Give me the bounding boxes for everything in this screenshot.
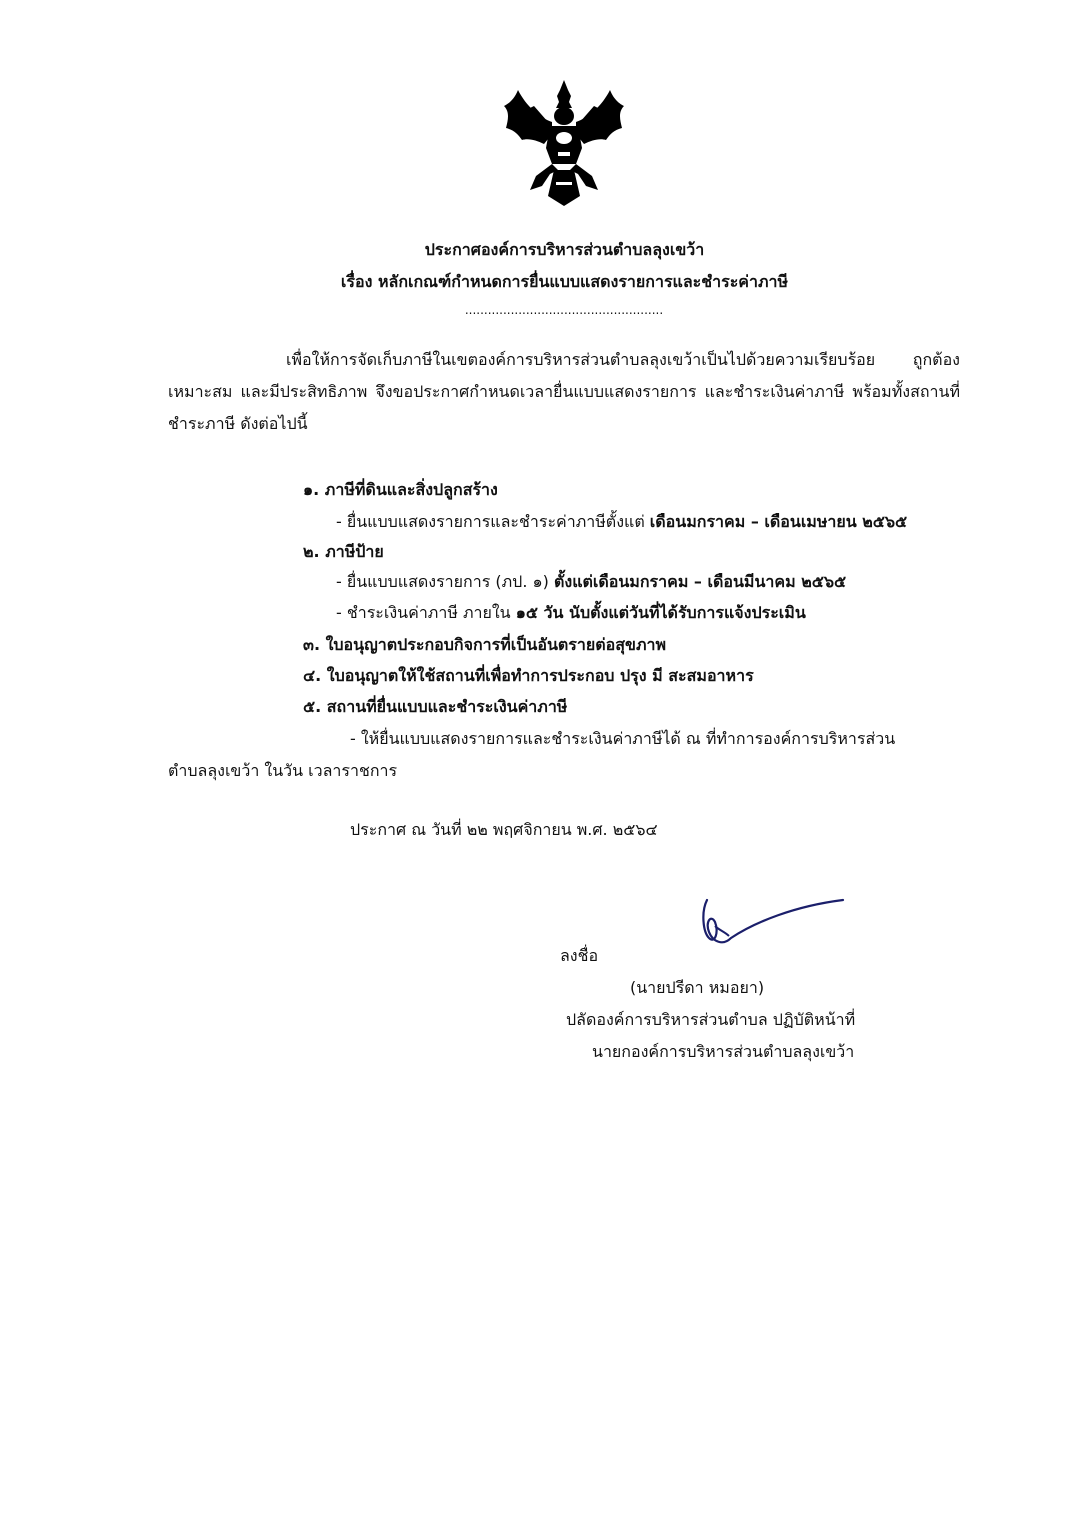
item-5-detail-line-1: - ให้ยื่นแบบแสดงรายการและชำระเงินค่าภาษีได้ ณ ที่ทำการองค์การบริหารส่วน	[350, 729, 896, 748]
signer-position-line-1: ปลัดองค์การบริหารส่วนตำบล ปฏิบัติหน้าที่	[566, 1010, 856, 1029]
item-5-title: ๕. สถานที่ยื่นแบบและชำระเงินค่าภาษี	[303, 697, 568, 716]
item-2-detail-2-text: - ชำระเงินค่าภาษี ภายใน	[336, 603, 516, 622]
intro-paragraph	[168, 344, 960, 440]
item-4-title: ๔. ใบอนุญาตให้ใช้สถานที่เพื่อทำการประกอบ ปรุง มี สะสมอาหาร	[303, 666, 754, 685]
sign-label: ลงชื่อ	[560, 946, 599, 965]
intro-text: เพื่อให้การจัดเก็บภาษีในเขตองค์การบริหารส่วนตำบลลุงเขว้าเป็นไปด้วยความเรียบร้อย ถูกต้องเหมาะสม และมีประสิทธิภาพ จึงขอประกาศกำหนดเวลายื่นแบบแสดงรายการ และชำระเงินค่าภาษี พร้อมทั้งสถานที่ชำระภาษี ดังต่อไปนี้	[168, 350, 960, 433]
item-2-detail-2	[336, 601, 806, 626]
item-1-detail	[336, 510, 907, 535]
item-1-detail-period: เดือนมกราคม – เดือนเมษายน ๒๕๖๕	[649, 512, 908, 531]
title-separator: ....................................................	[464, 303, 664, 317]
item-2-detail-1	[336, 570, 846, 595]
item-5-detail-line-2: ตำบลลุงเขว้า ในวัน เวลาราชการ	[168, 761, 398, 780]
item-2-title: ๒. ภาษีป้าย	[303, 542, 384, 561]
announcement-subject: เรื่อง หลักเกณฑ์กำหนดการยื่นแบบแสดงรายการและชำระค่าภาษี	[340, 272, 789, 291]
item-2-detail-2-period: ๑๕ วัน นับตั้งแต่วันที่ได้รับการแจ้งประเมิน	[515, 603, 806, 622]
item-2-detail-1-text: - ยื่นแบบแสดงรายการ (ภป. ๑)	[336, 572, 554, 591]
handwritten-signature	[695, 892, 845, 962]
announcement-title: ประกาศองค์การบริหารส่วนตำบลลุงเขว้า	[424, 240, 705, 259]
item-1-title: ๑. ภาษีที่ดินและสิ่งปลูกสร้าง	[303, 480, 498, 499]
item-3-title: ๓. ใบอนุญาตประกอบกิจการที่เป็นอันตรายต่อสุขภาพ	[303, 635, 667, 654]
item-1-detail-text: - ยื่นแบบแสดงรายการและชำระค่าภาษีตั้งแต่	[336, 512, 650, 531]
announcement-date: ประกาศ ณ วันที่ ๒๒ พฤศจิกายน พ.ศ. ๒๕๖๔	[350, 820, 658, 839]
signer-position-line-2: นายกองค์การบริหารส่วนตำบลลุงเขว้า	[592, 1042, 855, 1061]
garuda-emblem-icon	[500, 78, 628, 208]
signer-name: (นายปรีดา หมอยา)	[630, 978, 765, 997]
item-2-detail-1-period: ตั้งแต่เดือนมกราคม – เดือนมีนาคม ๒๕๖๕	[553, 572, 847, 591]
